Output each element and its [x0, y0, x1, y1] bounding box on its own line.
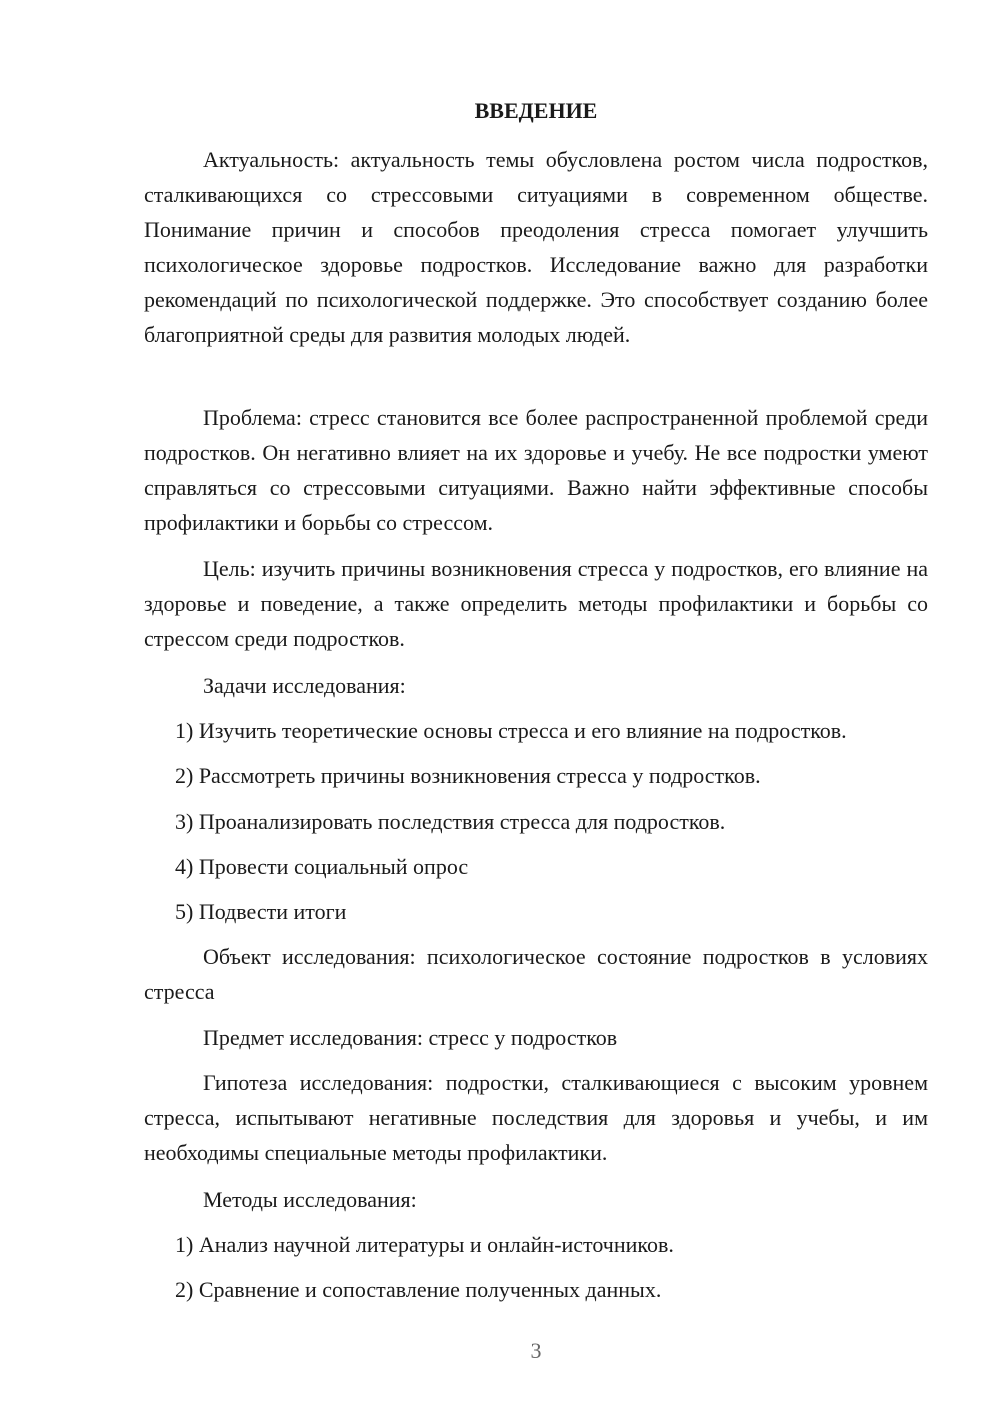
subject-paragraph: Предмет исследования: стресс у подростков — [203, 1025, 618, 1050]
task-item: 3) Проанализировать последствия стресса для подростков. — [175, 809, 726, 834]
methods-heading: Методы исследования: — [203, 1187, 417, 1212]
hypothesis-paragraph: Гипотеза исследования: подростки, сталкивающиеся с высоким уровнем стресса, испытывают негативные последствия для здоровья и учебы, и им необходимы специальные методы профилактики. — [144, 1070, 928, 1165]
task-item: 4) Провести социальный опрос — [175, 854, 469, 879]
task-item: 1) Изучить теоретические основы стресса и его влияние на подростков. — [175, 718, 847, 743]
task-item: 2) Рассмотреть причины возникновения стресса у подростков. — [175, 763, 761, 788]
relevance-paragraph: Актуальность: актуальность темы обусловлена ростом числа подростков, сталкивающихся со стрессовыми ситуациями в современном обществе. Понимание причин и способов преодоления стресса помогает улучшить психологическое здоровье подростков. Исследование важно для разработки рекомендаций по психологической поддержке. Это способствует созданию более благоприятной среды для развития молодых людей. — [144, 147, 928, 347]
goal-paragraph: Цель: изучить причины возникновения стресса у подростков, его влияние на здоровье и поведение, а также определить методы профилактики и борьбы со стрессом среди подростков. — [144, 556, 928, 651]
document-page — [144, 0, 928, 1414]
method-item: 1) Анализ научной литературы и онлайн-источников. — [175, 1232, 674, 1257]
object-paragraph: Объект исследования: психологическое состояние подростков в условиях стресса — [144, 944, 928, 1004]
problem-paragraph: Проблема: стресс становится все более распространенной проблемой среди подростков. Он негативно влияет на их здоровье и учебу. Не все подростки умеют справляться со стрессовыми ситуациями. Важно найти эффективные способы профилактики и борьбы со стрессом. — [144, 405, 928, 535]
tasks-heading: Задачи исследования: — [203, 673, 406, 698]
page-title: ВВЕДЕНИЕ — [474, 98, 598, 123]
task-item: 5) Подвести итоги — [175, 899, 347, 924]
page-number: 3 — [530, 1338, 542, 1363]
method-item: 2) Сравнение и сопоставление полученных данных. — [175, 1277, 662, 1302]
